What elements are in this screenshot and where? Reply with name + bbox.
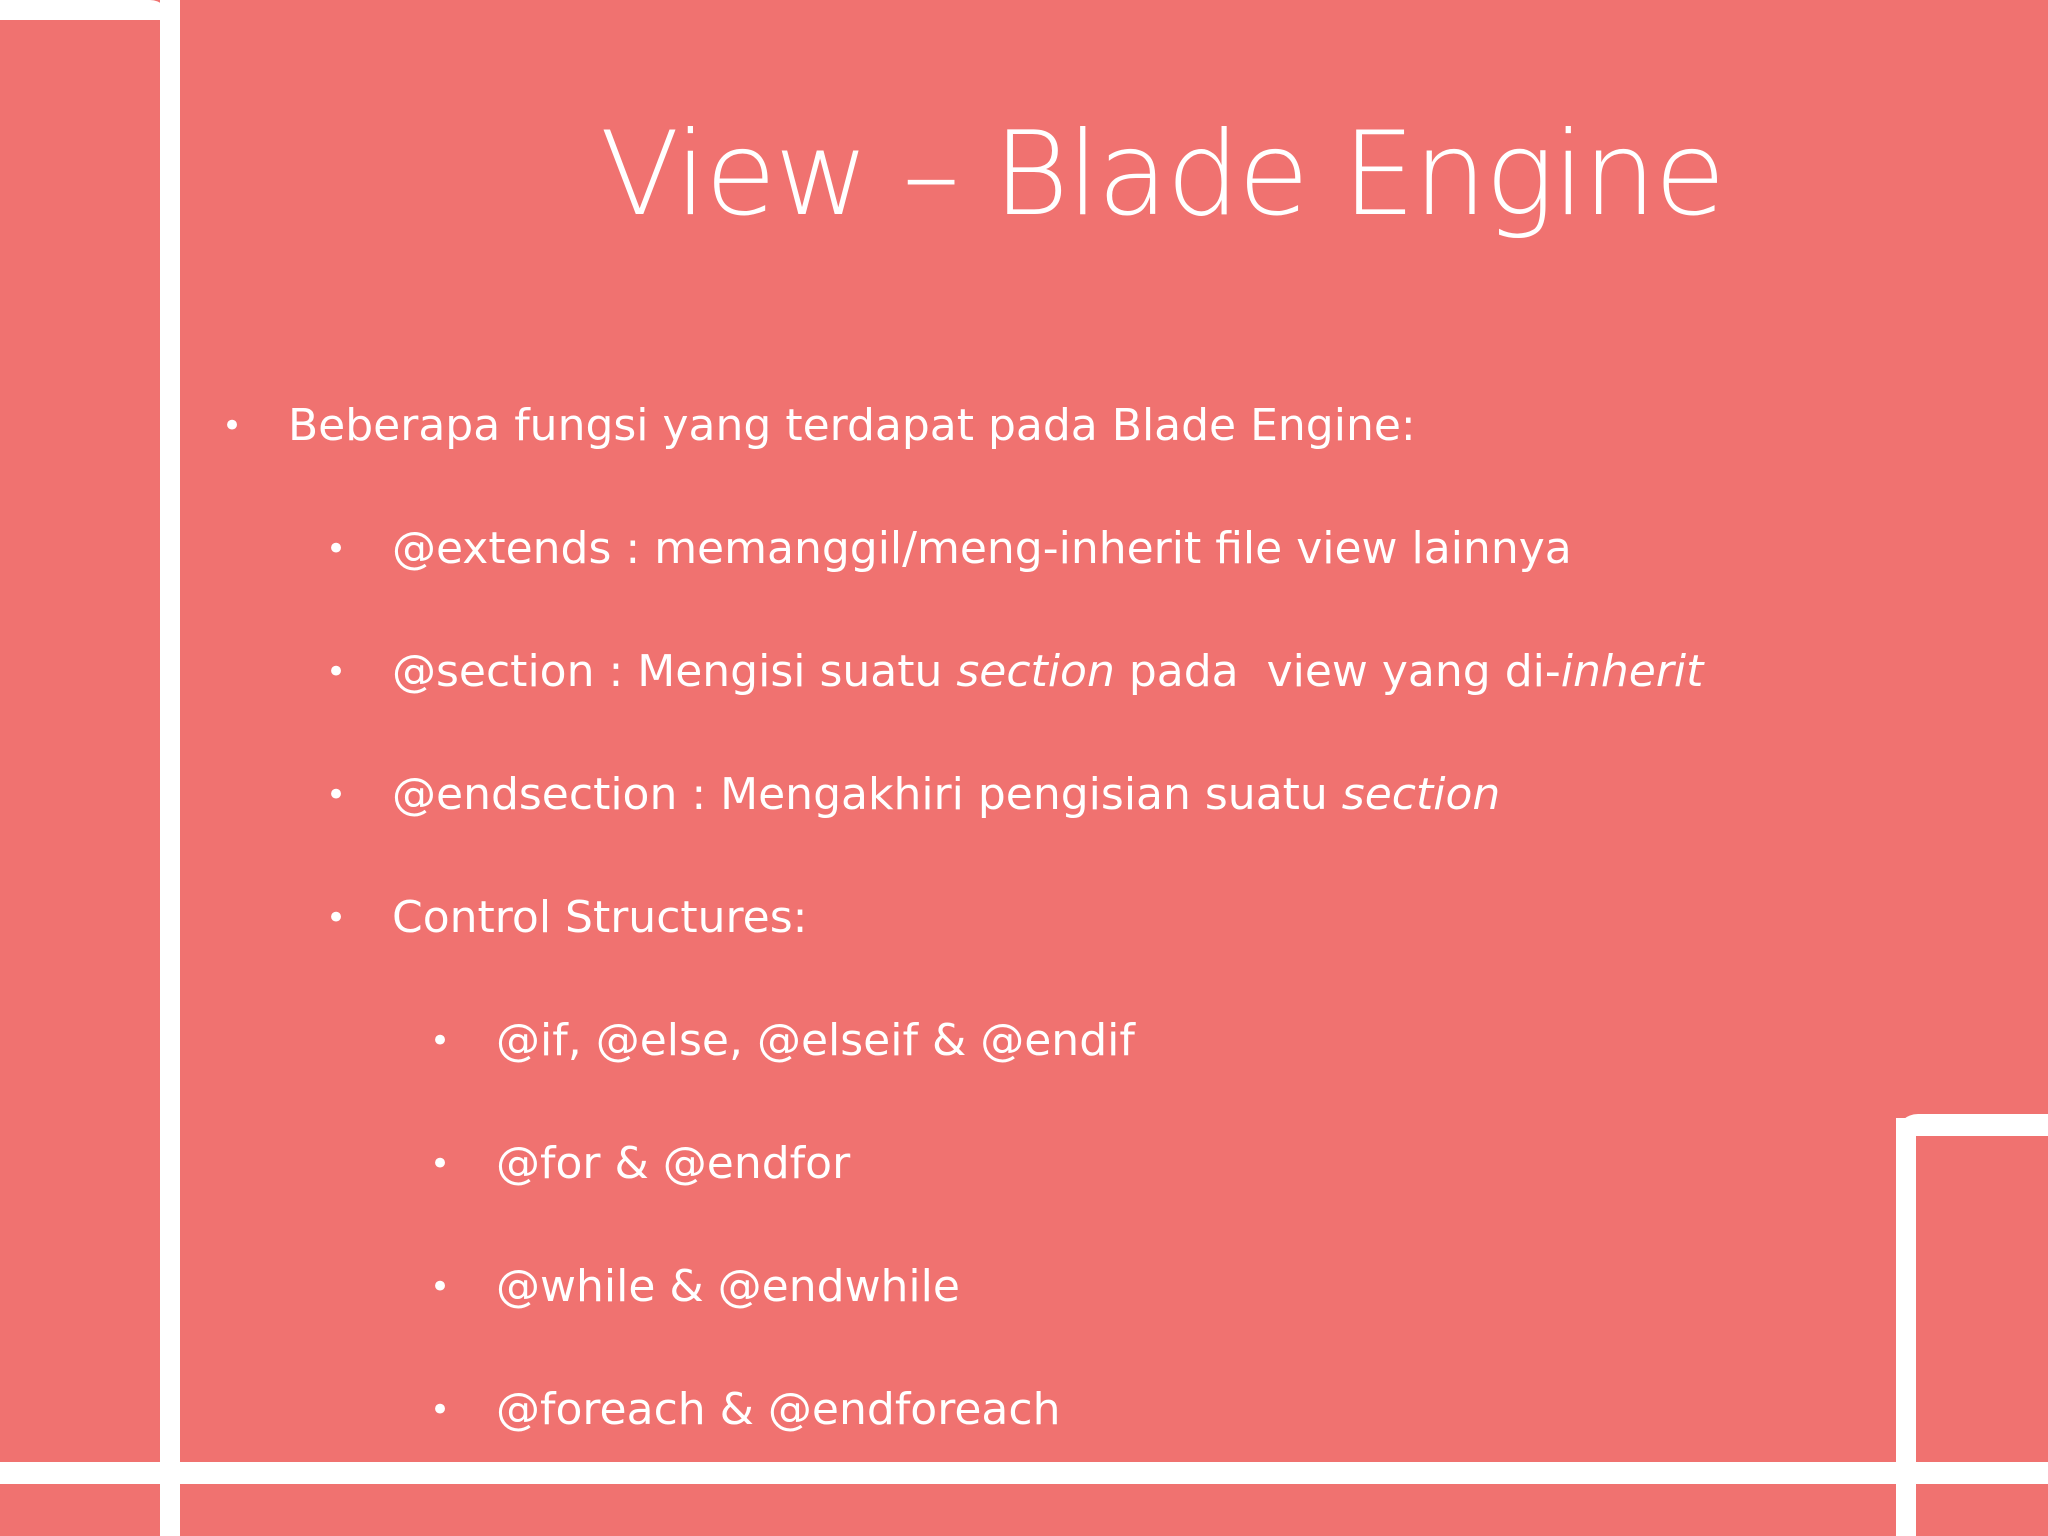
bullet-text: @foreach & @endforeach: [496, 1384, 1061, 1435]
bullet-text: @if, @else, @elseif & @endif: [496, 1015, 1135, 1066]
bullet-text: @while & @endwhile: [496, 1261, 960, 1312]
frame-right-line: [1896, 1118, 1916, 1536]
bullet-icon: •: [222, 406, 243, 446]
bullet-text: Beberapa fungsi yang terdapat pada Blade Engine:: [288, 400, 1416, 451]
bullet-icon: •: [326, 529, 347, 569]
bullet-text: @for & @endfor: [496, 1138, 851, 1189]
frame-left-cap: [0, 0, 170, 20]
bullet-icon: •: [326, 898, 347, 938]
slide-title: View – Blade Engine: [600, 107, 1724, 242]
bullet-icon: •: [430, 1267, 451, 1307]
bullet-icon: •: [430, 1144, 451, 1184]
bullet-text: @section : Mengisi suatu section pada view yang di-inherit: [392, 646, 1704, 697]
frame-bottom-line: [0, 1462, 2048, 1484]
bullet-icon: •: [326, 652, 347, 692]
bullet-text: Control Structures:: [392, 892, 808, 943]
frame-right-cap: [1896, 1114, 2048, 1136]
bullet-text: @extends : memanggil/meng-inherit file view lainnya: [392, 523, 1572, 574]
bullet-icon: •: [430, 1390, 451, 1430]
bullet-text: @endsection : Mengakhiri pengisian suatu section: [392, 769, 1501, 820]
frame-left-line: [160, 0, 180, 1536]
bullet-icon: •: [430, 1021, 451, 1061]
bullet-icon: •: [326, 775, 347, 815]
